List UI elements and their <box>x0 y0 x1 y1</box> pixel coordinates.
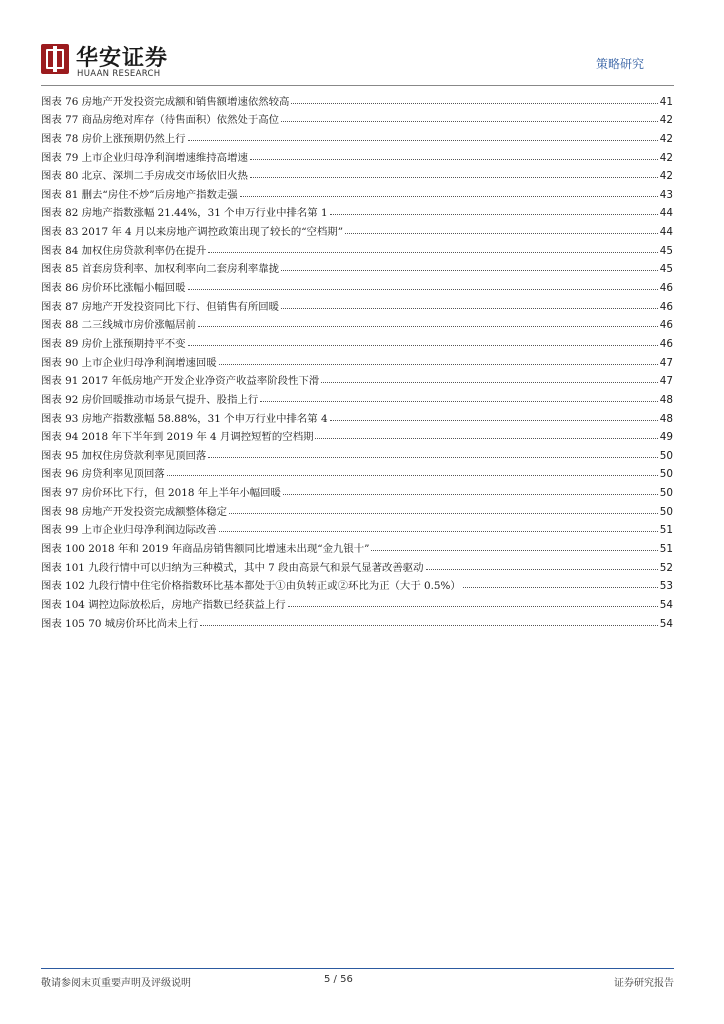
toc-dot-leader <box>463 587 658 588</box>
toc-entry-label: 图表 95 加权住房贷款利率见顶回落 <box>41 449 207 462</box>
toc-entry[interactable] <box>41 443 673 462</box>
toc-entry-label: 图表 83 2017 年 4 月以来房地产调控政策出现了较长的“空档期” <box>41 226 344 239</box>
toc-dot-leader <box>281 270 658 271</box>
toc-entry-label: 图表 97 房价环比下行，但 2018 年上半年小幅回暖 <box>41 487 281 500</box>
toc-entry-label: 图表 100 2018 年和 2019 年商品房销售额同比增速未出现“金九银十” <box>41 543 370 556</box>
toc-entry-page: 44 <box>659 207 673 220</box>
toc-entry[interactable] <box>41 219 673 238</box>
toc-dot-leader <box>371 550 657 551</box>
toc-entry-page: 52 <box>659 561 673 574</box>
toc-entry-page: 50 <box>659 468 673 481</box>
toc-entry-page: 45 <box>659 263 673 276</box>
toc-entry-label: 图表 80 北京、深圳二手房成交市场依旧火热 <box>41 170 248 183</box>
document-category: 策略研究 <box>595 57 644 71</box>
toc-entry[interactable] <box>41 145 673 164</box>
toc-entry-label: 图表 77 商品房绝对库存（待售面积）依然处于高位 <box>41 114 280 127</box>
footer-report-type: 证券研究报告 <box>614 978 674 989</box>
toc-entry-label: 图表 93 房地产指数涨幅 58.88%，31 个申万行业中排名第 4 <box>41 412 328 425</box>
toc-entry[interactable] <box>41 425 673 444</box>
toc-entry[interactable] <box>41 536 673 555</box>
toc-entry-label: 图表 92 房价回暖推动市场景气提升、股指上行 <box>41 393 259 406</box>
toc-entry-label: 图表 105 70 城房价环比尚未上行 <box>41 617 199 630</box>
toc-entry-page: 51 <box>659 543 673 556</box>
toc-entry-page: 46 <box>659 337 673 350</box>
toc-dot-leader <box>167 475 658 476</box>
toc-entry[interactable] <box>41 480 673 499</box>
toc-entry[interactable] <box>41 462 673 481</box>
toc-dot-leader <box>330 214 658 215</box>
toc-entry-page: 47 <box>659 375 673 388</box>
toc-entry-page: 45 <box>659 244 673 257</box>
toc-dot-leader <box>291 103 657 104</box>
toc-entry[interactable] <box>41 294 673 313</box>
toc-dot-leader <box>229 513 658 514</box>
header-divider <box>41 85 674 86</box>
toc-entry-label: 图表 86 房价环比涨幅小幅回暖 <box>41 282 186 295</box>
toc-dot-leader <box>208 252 657 253</box>
toc-entry[interactable] <box>41 611 673 630</box>
toc-entry-page: 50 <box>659 449 673 462</box>
footer-divider <box>41 968 674 969</box>
figure-list <box>41 89 673 630</box>
toc-entry[interactable] <box>41 499 673 518</box>
toc-dot-leader <box>345 233 658 234</box>
toc-entry[interactable] <box>41 592 673 611</box>
toc-entry[interactable] <box>41 164 673 183</box>
toc-dot-leader <box>321 382 658 383</box>
toc-dot-leader <box>426 569 658 570</box>
toc-dot-leader <box>330 420 658 421</box>
toc-entry-page: 51 <box>659 524 673 537</box>
toc-entry-label: 图表 99 上市企业归母净利润边际改善 <box>41 524 217 537</box>
toc-entry[interactable] <box>41 350 673 369</box>
logo-chinese-name: 华安证券 <box>76 45 169 71</box>
toc-dot-leader <box>208 457 657 458</box>
toc-entry-page: 48 <box>659 412 673 425</box>
toc-entry-label: 图表 96 房贷利率见顶回落 <box>41 468 165 481</box>
toc-dot-leader <box>283 494 658 495</box>
toc-dot-leader <box>240 196 658 197</box>
toc-entry-label: 图表 91 2017 年低房地产开发企业净资产收益率阶段性下滑 <box>41 375 320 388</box>
toc-entry[interactable] <box>41 387 673 406</box>
toc-entry-label: 图表 81 删去“房住不炒”后房地产指数走强 <box>41 188 238 201</box>
toc-entry-page: 41 <box>659 95 673 108</box>
toc-entry-label: 图表 82 房地产指数涨幅 21.44%，31 个申万行业中排名第 1 <box>41 207 328 220</box>
toc-entry[interactable] <box>41 108 673 127</box>
toc-entry[interactable] <box>41 89 673 108</box>
toc-dot-leader <box>198 326 658 327</box>
toc-entry[interactable] <box>41 238 673 257</box>
toc-dot-leader <box>219 364 658 365</box>
toc-entry-label: 图表 102 九段行情中住宅价格指数环比基本都处于①由负转正或②环比为正（大于 0.5%） <box>41 580 461 593</box>
toc-entry-label: 图表 98 房地产开发投资完成额整体稳定 <box>41 505 228 518</box>
toc-entry[interactable] <box>41 369 673 388</box>
toc-entry-page: 50 <box>659 505 673 518</box>
toc-entry-label: 图表 78 房价上涨预期仍然上行 <box>41 132 186 145</box>
toc-entry-label: 图表 84 加权住房贷款利率仍在提升 <box>41 244 207 257</box>
toc-dot-leader <box>219 531 658 532</box>
toc-entry-page: 47 <box>659 356 673 369</box>
toc-dot-leader <box>200 625 658 626</box>
toc-entry[interactable] <box>41 406 673 425</box>
toc-entry[interactable] <box>41 257 673 276</box>
toc-dot-leader <box>188 140 658 141</box>
toc-entry-label: 图表 90 上市企业归母净利润增速回暖 <box>41 356 217 369</box>
toc-entry-page: 43 <box>659 188 673 201</box>
toc-entry-page: 49 <box>659 431 673 444</box>
toc-entry-label: 图表 94 2018 年下半年到 2019 年 4 月调控短暂的空档期 <box>41 431 314 444</box>
toc-dot-leader <box>188 289 658 290</box>
toc-dot-leader <box>288 606 658 607</box>
toc-entry[interactable] <box>41 182 673 201</box>
toc-entry-page: 44 <box>659 226 673 239</box>
page-header <box>0 0 724 90</box>
toc-entry-label: 图表 79 上市企业归母净利润增速维持高增速 <box>41 151 248 164</box>
toc-entry-page: 46 <box>659 300 673 313</box>
toc-entry[interactable] <box>41 201 673 220</box>
toc-entry-label: 图表 76 房地产开发投资完成额和销售额增速依然较高 <box>41 95 290 108</box>
footer-disclaimer: 敬请参阅末页重要声明及评级说明 <box>41 978 191 989</box>
toc-dot-leader <box>260 401 658 402</box>
toc-entry-page: 53 <box>659 580 673 593</box>
toc-entry-label: 图表 89 房价上涨预期持平不变 <box>41 337 186 350</box>
toc-entry-label: 图表 87 房地产开发投资同比下行、但销售有所回暖 <box>41 300 280 313</box>
toc-entry-page: 54 <box>659 617 673 630</box>
toc-entry[interactable] <box>41 555 673 574</box>
toc-entry-page: 46 <box>659 319 673 332</box>
logo-english-name: HUAAN RESEARCH <box>77 69 161 79</box>
toc-entry-label: 图表 85 首套房贷利率、加权利率向二套房利率靠拢 <box>41 263 280 276</box>
toc-entry-page: 42 <box>659 170 673 183</box>
toc-entry-page: 48 <box>659 393 673 406</box>
toc-dot-leader <box>250 177 658 178</box>
toc-entry-label: 图表 101 九段行情中可以归纳为三种模式，其中 7 段由高景气和景气显著改善驱动 <box>41 561 424 574</box>
toc-entry-page: 42 <box>659 132 673 145</box>
toc-dot-leader <box>315 438 657 439</box>
toc-entry-page: 46 <box>659 282 673 295</box>
toc-entry[interactable] <box>41 126 673 145</box>
toc-entry-label: 图表 104 调控边际放松后，房地产指数已经获益上行 <box>41 598 286 611</box>
toc-entry[interactable] <box>41 574 673 593</box>
toc-dot-leader <box>188 345 658 346</box>
toc-entry-page: 42 <box>659 151 673 164</box>
toc-entry-page: 54 <box>659 598 673 611</box>
toc-dot-leader <box>281 308 658 309</box>
page-number: 5 / 56 <box>324 974 353 985</box>
toc-dot-leader <box>250 159 658 160</box>
toc-entry[interactable] <box>41 313 673 332</box>
toc-entry-page: 42 <box>659 114 673 127</box>
toc-entry-label: 图表 88 二三线城市房价涨幅居前 <box>41 319 196 332</box>
toc-entry-page: 50 <box>659 487 673 500</box>
toc-entry[interactable] <box>41 518 673 537</box>
company-logo-icon <box>41 44 69 74</box>
toc-dot-leader <box>281 121 658 122</box>
toc-entry[interactable] <box>41 331 673 350</box>
toc-entry[interactable] <box>41 275 673 294</box>
